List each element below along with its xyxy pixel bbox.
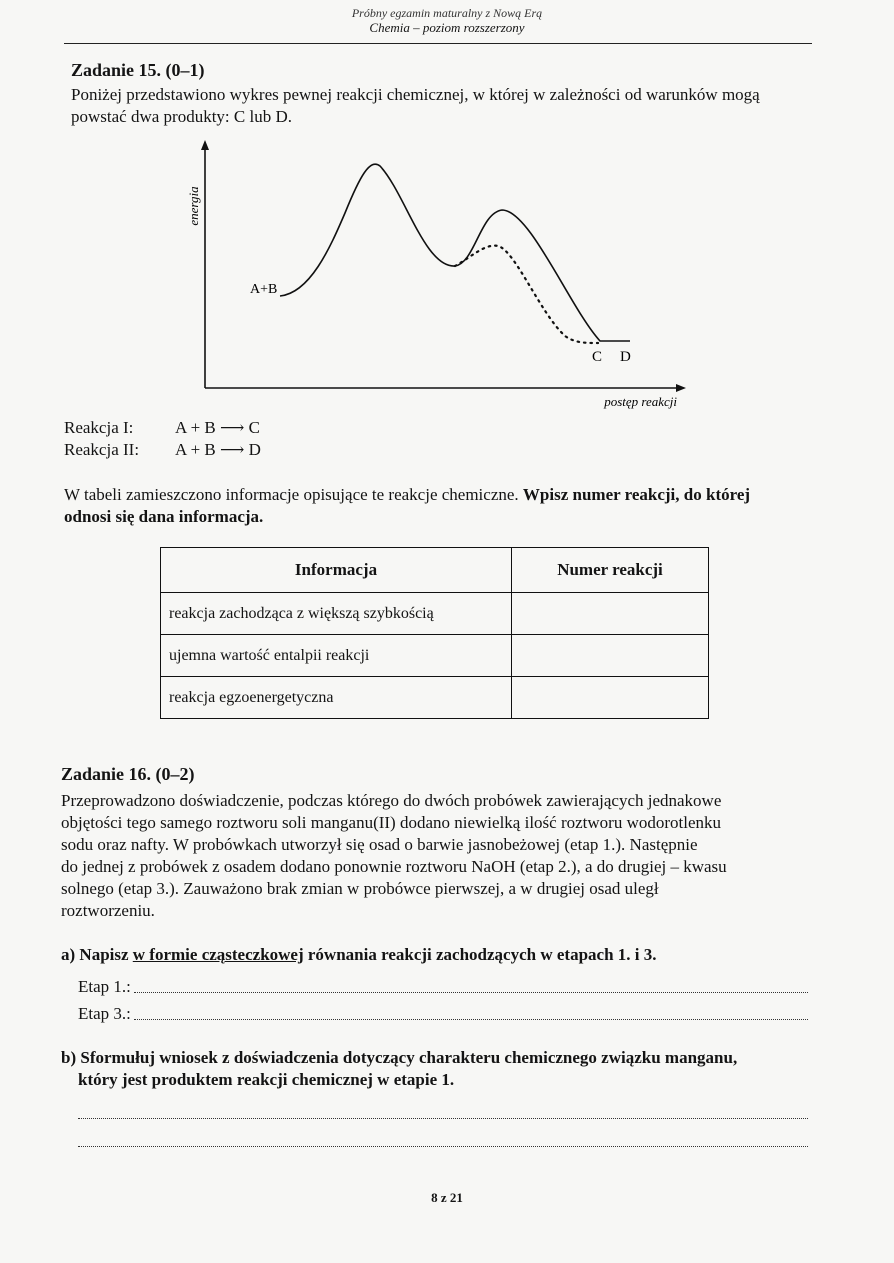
task15-title: Zadanie 15. (0–1) [71,60,205,80]
task16-line: sodu oraz nafty. W probówkach utworzył się osad o barwie jasnobeżowej (etap 1.). Następnie [61,835,698,854]
etap3-label: Etap 3.: [78,1004,131,1023]
reaction-2-equation: A + B ⟶ D [175,440,261,459]
table-header-info: Informacja [161,548,512,593]
table-row [161,593,709,635]
exam-header-subtitle: Chemia – poziom rozszerzony [369,20,525,35]
etap1-answer-line[interactable] [134,992,808,993]
exam-header-title: Próbny egzamin maturalny z Nową Erą [351,6,543,20]
x-axis-label: postęp reakcji [604,394,677,409]
reaction-1-label: Reakcja I: [64,418,134,437]
task16-title: Zadanie 16. (0–2) [61,764,195,784]
page-number: 8 z 21 [431,1190,463,1205]
label-product-d: D [620,349,631,365]
reaction-1-equation: A + B ⟶ C [175,418,260,437]
task16-line: Przeprowadzono doświadczenie, podczas którego do dwóch probówek zawierających jednakowe [61,791,722,810]
header-divider [64,43,812,44]
part-b-answer-line-2[interactable] [78,1146,808,1147]
table-cell-info: ujemna wartość entalpii reakcji [161,635,512,677]
table-row [161,677,709,719]
answer-table [160,547,709,719]
instruction-bold-1: Wpisz numer reakcji, do której [522,485,751,504]
x-axis-arrow [676,384,686,392]
task15-intro-line2: powstać dwa produkty: C lub D. [71,107,292,126]
task16-line: do jednej z probówek z osadem dodano ponownie roztworu NaOH (etap 2.), a do drugiej – kwasu [61,857,727,876]
part-b-answer-line-1[interactable] [78,1118,808,1119]
task15-instruction [64,484,844,528]
task16-line: roztworzeniu. [61,901,155,920]
label-product-c: C [592,349,603,365]
table-header-row [161,548,709,593]
table-cell-info: reakcja zachodząca z większą szybkością [161,593,512,635]
task16-line: solnego (etap 3.). Zauważono brak zmian w probówce pierwszej, a w drugiej osad uległ [61,879,659,898]
reaction-2-label: Reakcja II: [64,440,140,459]
instruction-plain: W tabeli zamieszczono informacje opisujące te reakcje chemiczne. [64,485,523,504]
task15-intro [71,84,831,128]
reaction-curve-solid [280,164,630,341]
part-a-prefix: a) Napisz [61,945,133,964]
reaction-curve-dotted [455,246,598,343]
part-a-suffix: równania reakcji zachodzących w etapach 1. i 3. [303,945,657,964]
part-a-underlined: w formie cząsteczkowej [132,945,304,964]
y-axis-label: energia [186,186,201,226]
instruction-bold-2: odnosi się dana informacja. [64,507,264,526]
answer-cell-1[interactable] [512,593,709,635]
answer-cell-2[interactable] [512,635,709,677]
energy-diagram [180,138,700,413]
task15-intro-line1: Poniżej przedstawiono wykres pewnej reakcji chemicznej, w której w zależności od warunków mogą [71,85,760,104]
task16-part-b [61,1047,851,1091]
etap3-answer-line[interactable] [134,1019,808,1020]
table-row [161,635,709,677]
label-reactants: A+B [250,282,278,297]
table-header-number: Numer reakcji [512,548,709,593]
answer-cell-3[interactable] [512,677,709,719]
part-b-line1: b) Sformułuj wniosek z doświadczenia dotyczący charakteru chemicznego związku manganu, [61,1048,738,1067]
y-axis-arrow [201,140,209,150]
task16-line: objętości tego samego roztworu soli manganu(II) dodano niewielką ilość roztworu wodorotlenku [61,813,721,832]
part-b-line2: który jest produktem reakcji chemicznej w etapie 1. [78,1070,455,1089]
task16-part-a [61,944,851,966]
etap1-label: Etap 1.: [78,977,131,996]
table-cell-info: reakcja egzoenergetyczna [161,677,512,719]
task16-description [61,790,851,922]
